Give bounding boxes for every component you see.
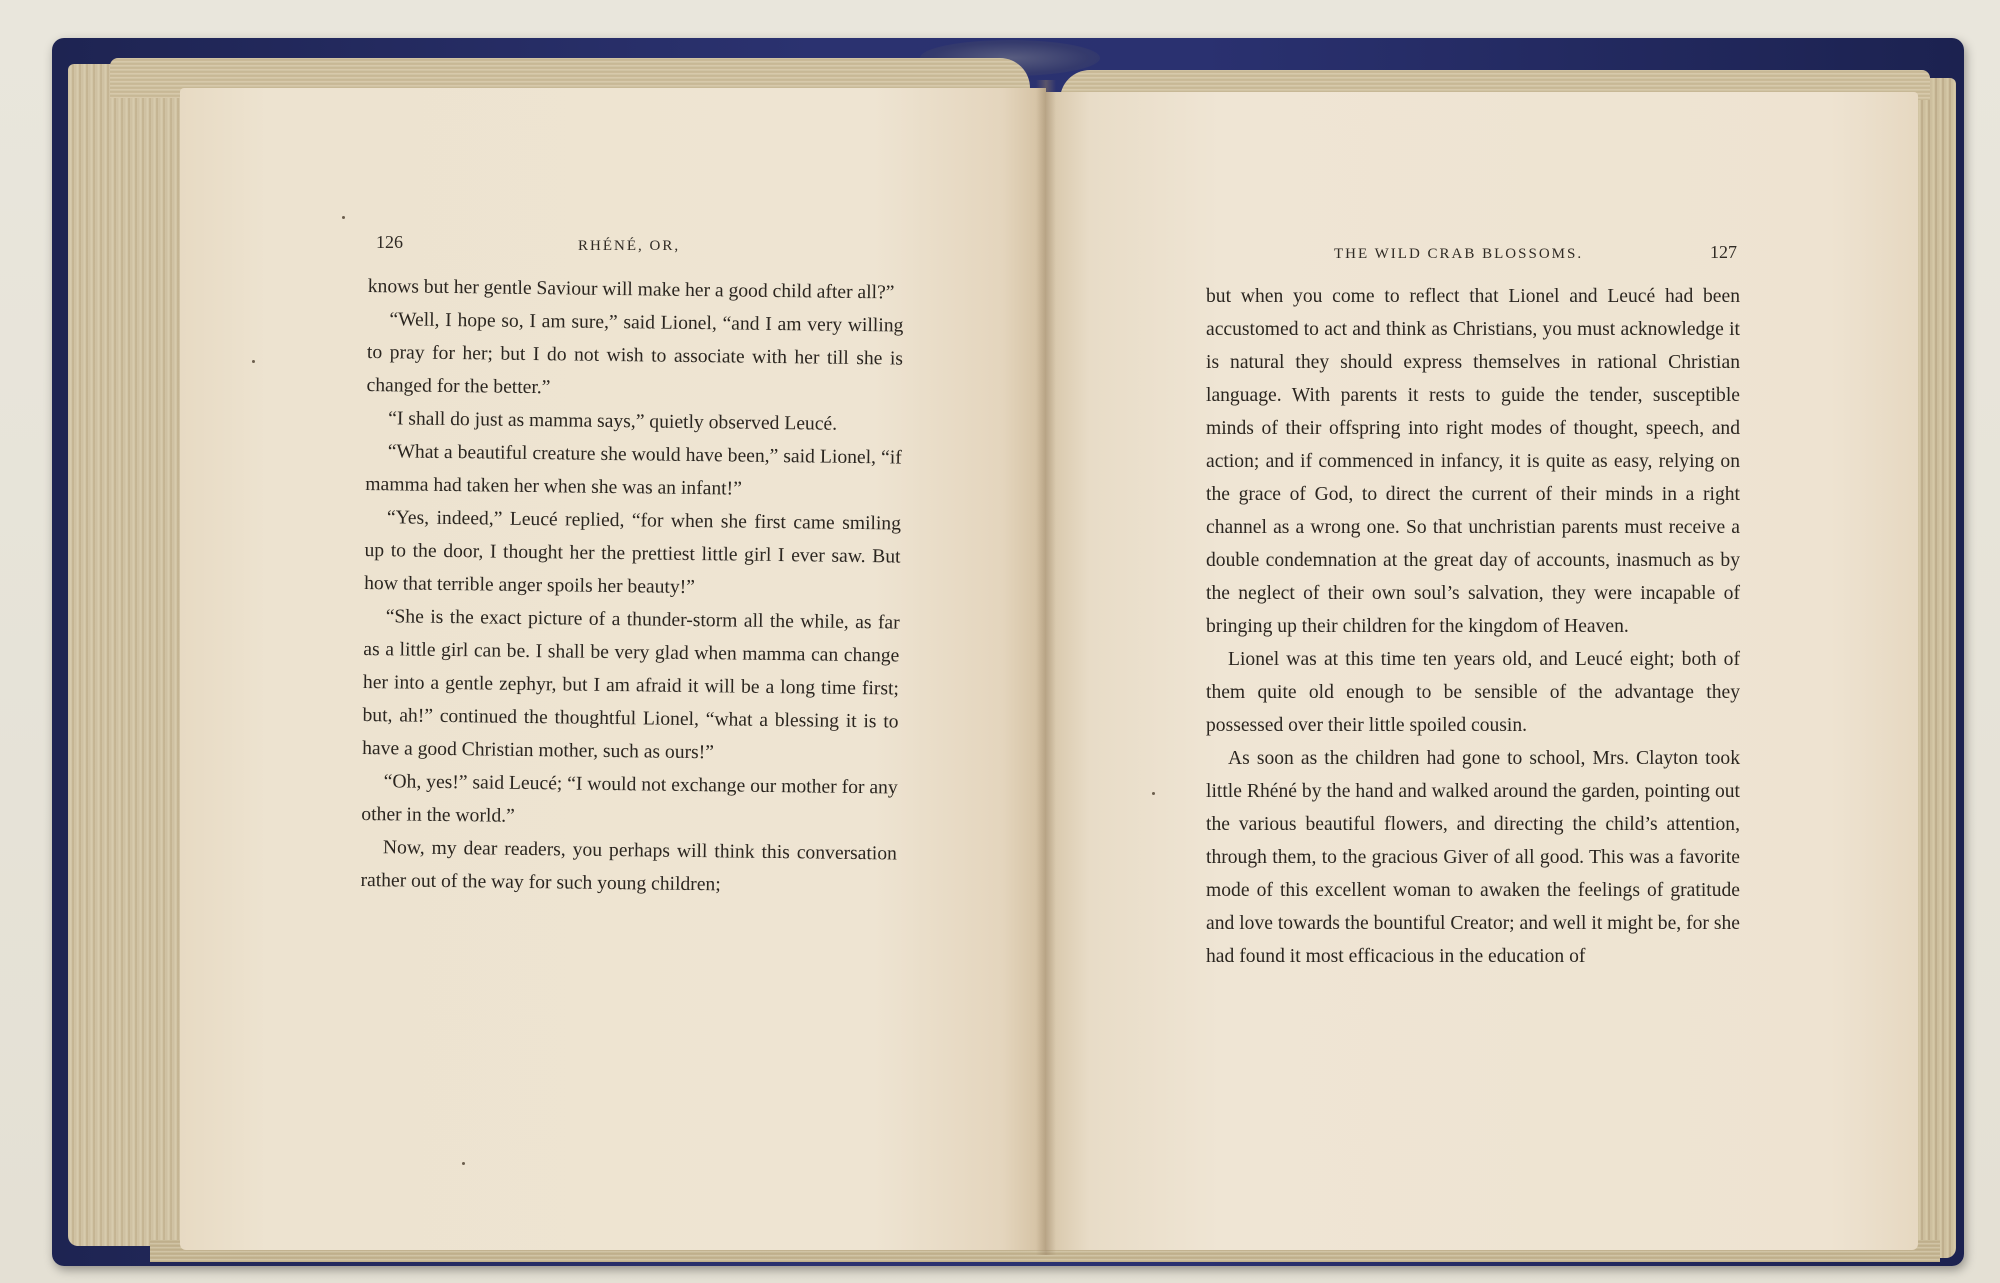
right-page-number: 127 (1710, 242, 1737, 262)
paragraph: “She is the exact picture of a thunder-storm all the while, as far as a little girl can be. I shall be very glad when mamma can change her into a gentle zephyr, but I am afraid it will be a long time first; but, ah!” continued the thoughtful Lionel, “what a blessing it is to have a good Christian mother, such as ours!” (362, 606, 900, 764)
right-page-text (1206, 280, 1740, 973)
left-page-number: 126 (376, 232, 403, 252)
paragraph: “Oh, yes!” said Leucé; “I would not exchange our mother for any other in the world.” (361, 771, 898, 827)
paragraph: Now, my dear readers, you perhaps will think this conversation rather out of the way for such young children; (360, 837, 898, 896)
paper-speck (252, 360, 255, 363)
paragraph: “Yes, indeed,” Leucé replied, “for when she first came smiling up to the door, I thought her the prettiest little girl I ever saw. But how that terrible anger spoils her beauty!” (364, 507, 902, 599)
right-running-head: THE WILD CRAB BLOSSOMS. (1334, 246, 1584, 262)
left-page-text (360, 270, 904, 904)
paragraph: Lionel was at this time ten years old, and Leucé eight; both of them quite old enough to be sensible of the advantage they possessed over their little spoiled cousin. (1206, 649, 1740, 736)
page-edges-left (68, 64, 188, 1246)
paragraph: “I shall do just as mamma says,” quietly observed Leucé. (388, 408, 838, 435)
paragraph: “What a beautiful creature she would have been,” said Lionel, “if mamma had taken her when she was an infant!” (365, 441, 902, 500)
paragraph: knows but her gentle Saviour will make her a good child after all?” (367, 275, 895, 304)
paragraph: “Well, I hope so, I am sure,” said Lionel, “and I am very willing to pray for her; but I do not wish to associate with her till she is changed for the better.” (366, 309, 904, 399)
left-running-head: RHÉNÉ, OR, (578, 238, 681, 254)
paper-speck (462, 1162, 465, 1165)
paper-speck (342, 216, 345, 219)
paragraph: As soon as the children had gone to school, Mrs. Clayton took little Rhéné by the hand and walked around the garden, pointing out the various beautiful flowers, and directing the child’s attention, through them, to the gracious Giver of all good. This was a favorite mode of this excellent woman to awaken the feelings of gratitude and love towards the bountiful Creator; and well it might be, for she had found it most efficacious in the education of (1206, 748, 1740, 967)
book-gutter (1036, 80, 1056, 1255)
paper-speck (1152, 792, 1155, 795)
paragraph: but when you come to reflect that Lionel and Leucé had been accustomed to act and think as Christians, you must acknowledge it is natural they should express themselves in rational Christian language. With parents it rests to guide the tender, susceptible minds of their offspring into right modes of thought, speech, and action; and if commenced in infancy, it is quite as easy, relying on the grace of God, to direct the current of their minds in a right channel as a wrong one. So that unchristian parents must receive a double condemnation at the great day of accounts, inasmuch as by the neglect of their own soul’s salvation, they were incapable of bringing up their children for the kingdom of Heaven. (1206, 286, 1740, 637)
